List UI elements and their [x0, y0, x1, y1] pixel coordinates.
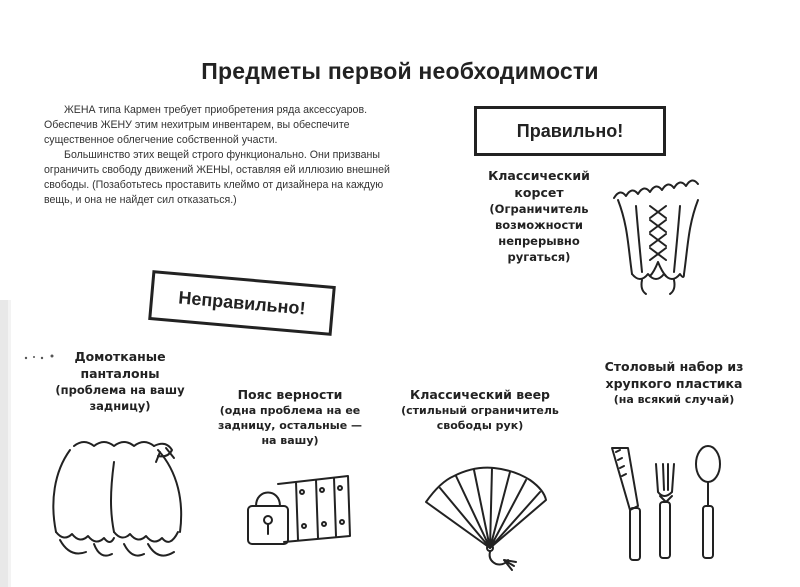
- stamp-correct: Правильно!: [474, 106, 666, 156]
- item-belt-label: [210, 386, 370, 448]
- item-pantaloons-label: [40, 348, 200, 414]
- item-belt-note: (одна проблема на ее задницу, остальные — на вашу): [217, 404, 363, 447]
- cutlery-icon: [604, 440, 734, 570]
- page-title: Предметы первой необходимости: [201, 58, 599, 84]
- intro-paragraph-1: ЖЕНА типа Кармен требует приобретения ряда аксессуаров. Обеспечив ЖЕНУ этим нехитрым инвентарем, вы обеспечите существенное облегчение собственной участи.: [44, 104, 368, 146]
- chastity-belt-icon: [238, 470, 356, 552]
- item-cutlery-label: [594, 358, 754, 407]
- item-fan-label: [400, 386, 560, 433]
- item-fan-note: (стильный ограничитель свободы рук): [401, 404, 559, 432]
- scan-dots: [22, 350, 62, 364]
- stamp-incorrect: Неправильно!: [148, 270, 336, 336]
- fan-icon: [420, 462, 550, 572]
- item-cutlery-note: (на всякий случай): [613, 393, 735, 406]
- item-corset-name: Классический корсет: [488, 168, 590, 200]
- intro-paragraph-2: Большинство этих вещей строго функционально. Они призваны ограничить свободу движений ЖЕНЫ, оставляя ей иллюзию внешней свободы. (Позаботьтесь проставить клеймо от дизайнера на каждую вещь, и она не найдет сил отказаться.): [44, 149, 390, 206]
- intro-text: [44, 103, 394, 208]
- item-pantaloons-name: Домотканые панталоны: [74, 349, 166, 381]
- item-fan-name: Классический веер: [409, 387, 551, 402]
- item-pantaloons-note: (проблема на вашу задницу): [55, 383, 185, 413]
- item-cutlery-name: Столовый набор из хрупкого пластика: [604, 359, 744, 391]
- item-corset-label: [476, 167, 602, 265]
- pantaloons-icon: [44, 432, 194, 572]
- corset-icon: [606, 176, 710, 300]
- item-belt-name: Пояс верности: [237, 387, 343, 402]
- item-corset-note: (Ограничитель возможности непрерывно ругаться): [489, 202, 589, 264]
